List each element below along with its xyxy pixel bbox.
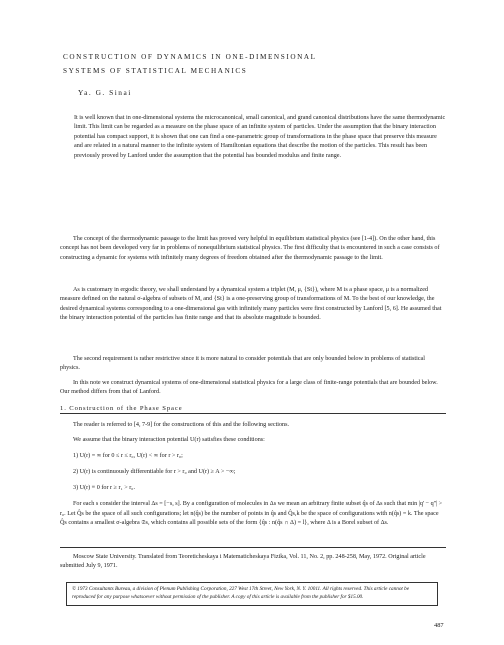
article-title [63, 50, 317, 78]
section-heading: 1. Construction of the Phase Space [60, 405, 446, 414]
section-intro-line: The reader is referred to [4, 7-9] for the constructions of this and the following sections. [73, 422, 290, 428]
paragraph-text: As is customary in ergodic theory, we shall understand by a dynamical system a triplet (M, μ, {St}), where M is a phase space, μ is a normalized measure defined on the natural σ-algebra of subsets of M, and {St} is a one-preserving group of transformations of M. To the best of our knowledge, the desired dynamical systems corresponding to a one-dimensional gas with infinitely many particles were first constructed by Lanford [5, 6]. He assumed that the binary interaction potential of the particles has finite range and that its absolute magnitude is bounded. [60, 287, 442, 322]
condition-1: 1) U(r) = ∞ for 0 ≤ r ≤ r₀, U(r) < ∞ for r > r₀; [73, 453, 183, 459]
footnote-text: Moscow State University. Translated from Teoreticheskaya i Matematicheskaya Fizika, Vol. 11, No. 2, pp. 248-258, May, 1972. Original article submitted July 9, 1971. [60, 554, 426, 570]
body-paragraph-1 [60, 235, 446, 263]
abstract: It is well known that in one-dimensional systems the microcanonical, small canonical, and grand canonical distributions have the same thermodynamic limit. This limit can be regarded as a measure on the phase space of an infinite system of particles. Under the assumption that the binary interaction potential has compact support, it is shown that one can find a one-parametric group of transformations in the phase space that preserve this measure and are related in a natural manner to the infinite system of Hamiltonian equations that describe the motion of the particles. This result has been previously proved by Lanford under the assumption that the potential has bounded modulus and finite range. [74, 115, 446, 159]
copyright-box: © 1973 Consultants Bureau, a division of Plenum Publishing Corporation, 227 West 17th Street, New York, N. Y. 10011. All rights reserved. This article cannot be reproduced for any purpose whatsoever without permission of the publisher. A copy of this article is available from the publisher for $15.00. [66, 582, 438, 606]
page-number: 487 [434, 622, 444, 629]
footnote [60, 553, 446, 571]
paragraph-text: The second requirement is rather restrictive since it is more natural to consider potentials that are only bounded below in problems of statistical physics. [60, 356, 425, 372]
body-paragraph-2 [60, 286, 446, 324]
body-paragraph-4 [60, 379, 446, 398]
title-line-2: SYSTEMS OF STATISTICAL MECHANICS [63, 67, 248, 75]
conditions-intro-line: We assume that the binary interaction potential U(r) satisfies these conditions: [73, 437, 265, 443]
footnote-divider [60, 547, 446, 548]
author-name: Ya. G. Sinai [78, 88, 132, 97]
paragraph-text: For each s consider the interval Δs = [−s, s]. By a configuration of molecules in Δs we mean an arbitrary finite subset q̂s of Δs such that min |q' − q''| > r₀. Let Q̂s be the space of all such configurations; let n(q̂s) be the number of points in q̂s and Q̂s,k be the space of configurations with n(q̂s) = k. The space Q̂s contains a smallest σ-algebra 𝔖s, which contains all possible sets of the form {q̂s : n(q̂s ∩ Δ) = l}, where Δ is a Borel subset of Δs. [60, 501, 443, 527]
condition-2: 2) U(r) is continuously differentiable for r > r₀ and U(r) ≥ A > −∞; [73, 469, 236, 475]
title-line-1: CONSTRUCTION OF DYNAMICS IN ONE-DIMENSIONAL [63, 53, 317, 61]
definition-paragraph [60, 500, 446, 529]
paragraph-text: The concept of the thermodynamic passage to the limit has proved very helpful in equilibrium statistical physics (see [1-4]). On the other hand, this concept has not been developed very far in problems of nonequilibrium statistical physics. The first difficulty that is encountered in such a case consists of constructing a dynamic for systems with infinitely many degrees of freedom obtained after the thermodynamic passage to the limit. [60, 236, 440, 261]
paragraph-text: In this note we construct dynamical systems of one-dimensional statistical physics for a large class of finite-range potentials that are bounded below. Our method differs from that of Lanford. [60, 380, 438, 396]
body-paragraph-3 [60, 355, 446, 374]
condition-3: 3) U(r) ≡ 0 for r ≥ r₁ > r₀. [73, 485, 135, 491]
